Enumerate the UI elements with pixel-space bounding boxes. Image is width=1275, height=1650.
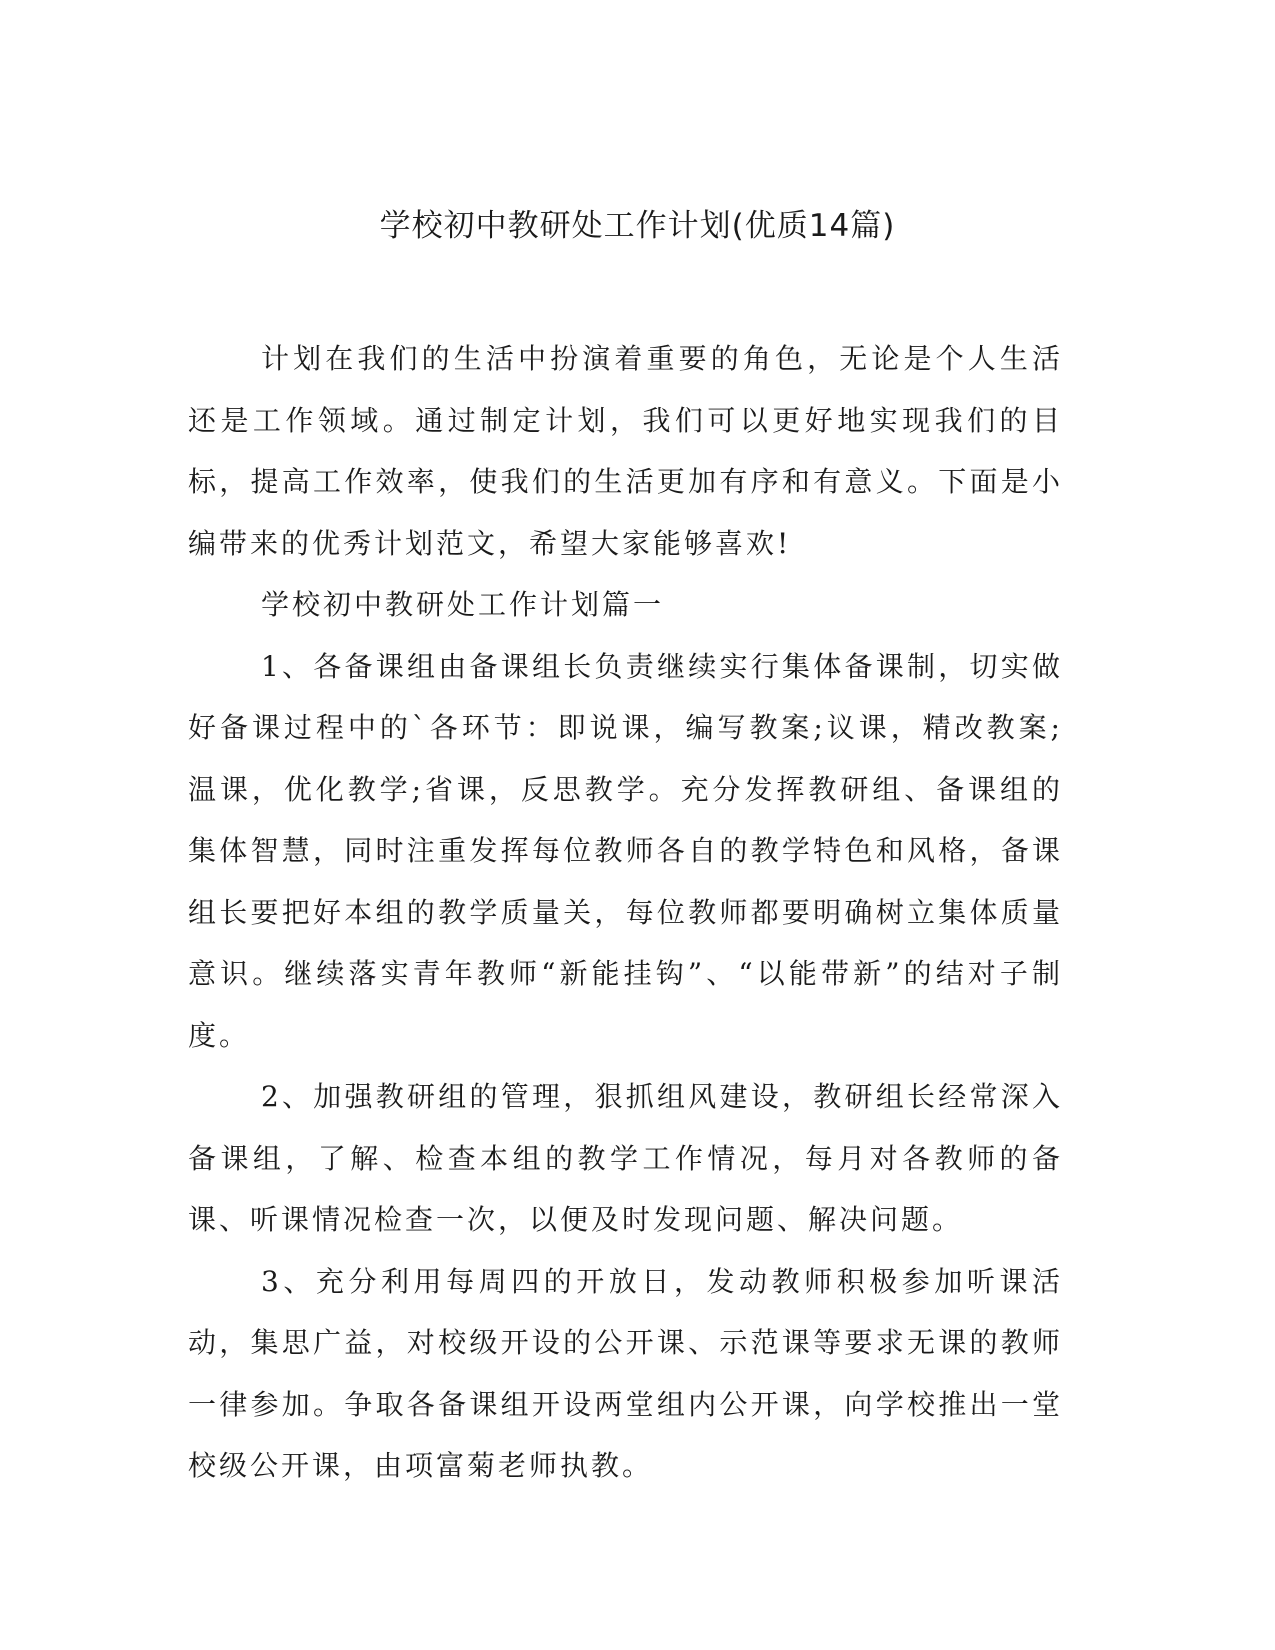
item-paragraph-3: 3、充分利用每周四的开放日，发动教师积极参加听课活动，集思广益，对校级开设的公开课、示范课等要求无课的教师一律参加。争取各备课组开设两堂组内公开课，向学校推出一堂校级公开课，由项富菊老师执教。 <box>188 1264 1063 1482</box>
item-paragraph-2: 2、加强教研组的管理，狠抓组风建设，教研组长经常深入备课组，了解、检查本组的教学工作情况，每月对各教师的备课、听课情况检查一次，以便及时发现问题、解决问题。 <box>188 1080 1063 1236</box>
intro-paragraph: 计划在我们的生活中扮演着重要的角色，无论是个人生活还是工作领域。通过制定计划，我们可以更好地实现我们的目标，提高工作效率，使我们的生活更加有序和有意义。下面是小编带来的优秀计划范文，希望大家能够喜欢! <box>188 342 1063 560</box>
item-paragraph-1: 1、各备课组由备课组长负责继续实行集体备课制，切实做好备课过程中的`各环节：即说课，编写教案;议课，精改教案;温课，优化教学;省课，反思教学。充分发挥教研组、备课组的集体智慧，同时注重发挥每位教师各自的教学特色和风格，备课组长要把好本组的教学质量关，每位教师都要明确树立集体质量意识。继续落实青年教师“新能挂钩”、“以能带新”的结对子制度。 <box>188 649 1063 1052</box>
document-title: 学校初中教研处工作计划(优质14篇) <box>379 208 896 244</box>
section-heading: 学校初中教研处工作计划篇一 <box>261 588 665 621</box>
document-body <box>188 328 1063 1497</box>
